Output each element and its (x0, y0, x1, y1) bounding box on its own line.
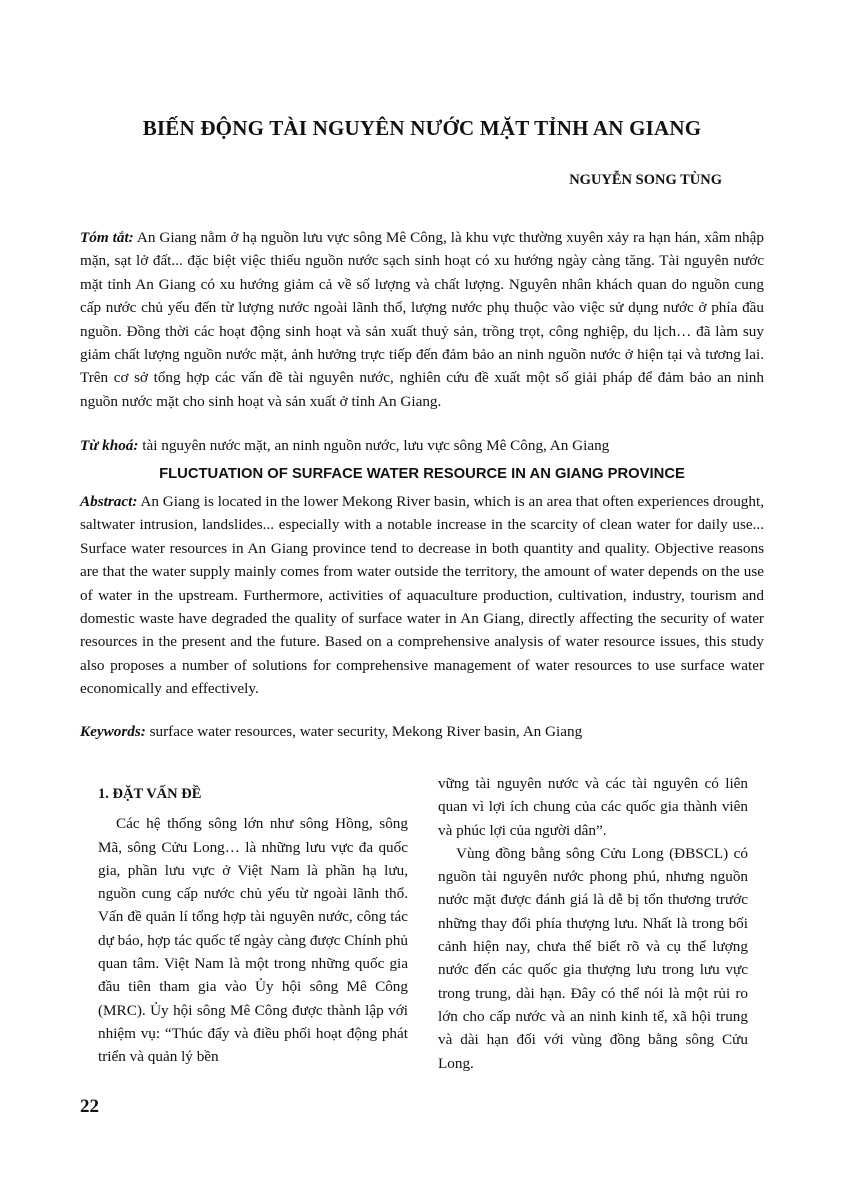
section-paragraph-2: Vùng đồng bằng sông Cửu Long (ĐBSCL) có nguồn tài nguyên nước phong phú, nhưng nguồn nước mặt được đánh giá là dễ bị tổn thương trước những thay đổi phía thượng lưu. Nhất là trong bối cảnh hiện nay, chưa thể biết rõ và cụ thể lượng nước đến các quốc gia thượng lưu trong lưu vực trong trung, dài hạn. Đây có thể nói là một rủi ro lớn cho cấp nước và an ninh kinh tế, xã hội trung và dài hạn đối với vùng đồng bằng sông Cửu Long. (438, 844, 748, 1072)
vietnamese-keywords-label: Từ khoá: (80, 437, 139, 454)
english-keywords-label: Keywords: (80, 723, 146, 740)
vietnamese-keywords (80, 434, 764, 457)
page-number: 22 (80, 1096, 99, 1117)
english-abstract-text: An Giang is located in the lower Mekong River basin, which is an area that often experiences drought, saltwater intrusion, landslides... especially with a notable increase in the scarcity of clean water for daily use... Surface water resources in An Giang province tend to decrease in both quantity and quality. Objective reasons are that the water supply mainly comes from water outside the territory, the amount of water depends on the use of water in the upstream. Furthermore, activities of aquaculture production, cultivation, industry, tourism and domestic waste have degraded the quality of surface water in An Giang, directly affecting the security of water resources in the present and the future. Based on a comprehensive analysis of water resource issues, this study also proposes a number of solutions for comprehensive management of water resources to use surface water economically and effectively. (80, 493, 764, 698)
author-name: NGUYỄN SONG TÙNG (569, 172, 722, 188)
english-abstract (80, 490, 764, 701)
left-column (98, 783, 408, 1069)
english-abstract-label: Abstract: (80, 493, 138, 510)
vietnamese-abstract-text: An Giang nằm ở hạ nguồn lưu vực sông Mê Công, là khu vực thường xuyên xảy ra hạn hán, xâm nhập mặn, sạt lở đất... đặc biệt việc thiếu nguồn nước sạch sinh hoạt có xu hướng ngày càng tăng. Tài nguyên nước mặt tỉnh An Giang có xu hướng giảm cả về số lượng và chất lượng. Nguyên nhân khách quan do nguồn cung cấp nước chủ yếu đến từ lượng nước ngoài lãnh thổ, lượng nước phụ thuộc vào việc sử dụng nước ở phía đầu nguồn. Đồng thời các hoạt động sinh hoạt và sản xuất thuỷ sản, trồng trọt, công nghiệp, du lịch… đã làm suy giảm chất lượng nguồn nước mặt, ảnh hưởng trực tiếp đến đảm bảo an ninh nguồn nước ở hiện tại và tương lai. Trên cơ sở tổng hợp các vấn đề tài nguyên nước, nghiên cứu đề xuất một số giải pháp để đảm bảo an ninh nguồn nước mặt cho sinh hoạt và sản xuất ở tỉnh An Giang. (80, 229, 764, 410)
english-keywords (80, 720, 764, 743)
article-title: BIẾN ĐỘNG TÀI NGUYÊN NƯỚC MẶT TỈNH AN GIANG (142, 116, 702, 140)
english-title: FLUCTUATION OF SURFACE WATER RESOURCE IN AN GIANG PROVINCE (159, 466, 685, 482)
section-paragraph-1: Các hệ thống sông lớn như sông Hồng, sông Mã, sông Cửu Long… là những lưu vực đa quốc gia, phần lưu vực ở Việt Nam là phần hạ lưu, nguồn cung cấp nước chủ yếu từ ngoài lãnh thổ. Vấn đề quản lí tổng hợp tài nguyên nước, công tác dự báo, hợp tác quốc tế ngày càng được Chính phủ quan tâm. Việt Nam là một trong những quốc gia đầu tiên tham gia vào Ủy hội sông Mê Công (MRC). Ủy hội sông Mê Công được thành lập với nhiệm vụ: “Thúc đẩy và điều phối hoạt động phát triển và quản lý bền (98, 815, 408, 1066)
section-paragraph-continued: vững tài nguyên nước và các tài nguyên có liên quan vì lợi ích chung của các quốc gia thành viên và phúc lợi của người dân”. (438, 775, 748, 839)
vietnamese-abstract-label: Tóm tắt: (80, 229, 134, 246)
right-column (438, 772, 748, 1075)
section-heading: 1. ĐẶT VẤN ĐỀ (98, 786, 202, 802)
vietnamese-abstract (80, 226, 764, 413)
vietnamese-keywords-text: tài nguyên nước mặt, an ninh nguồn nước, lưu vực sông Mê Công, An Giang (138, 437, 610, 454)
english-keywords-text: surface water resources, water security, Mekong River basin, An Giang (145, 723, 583, 740)
